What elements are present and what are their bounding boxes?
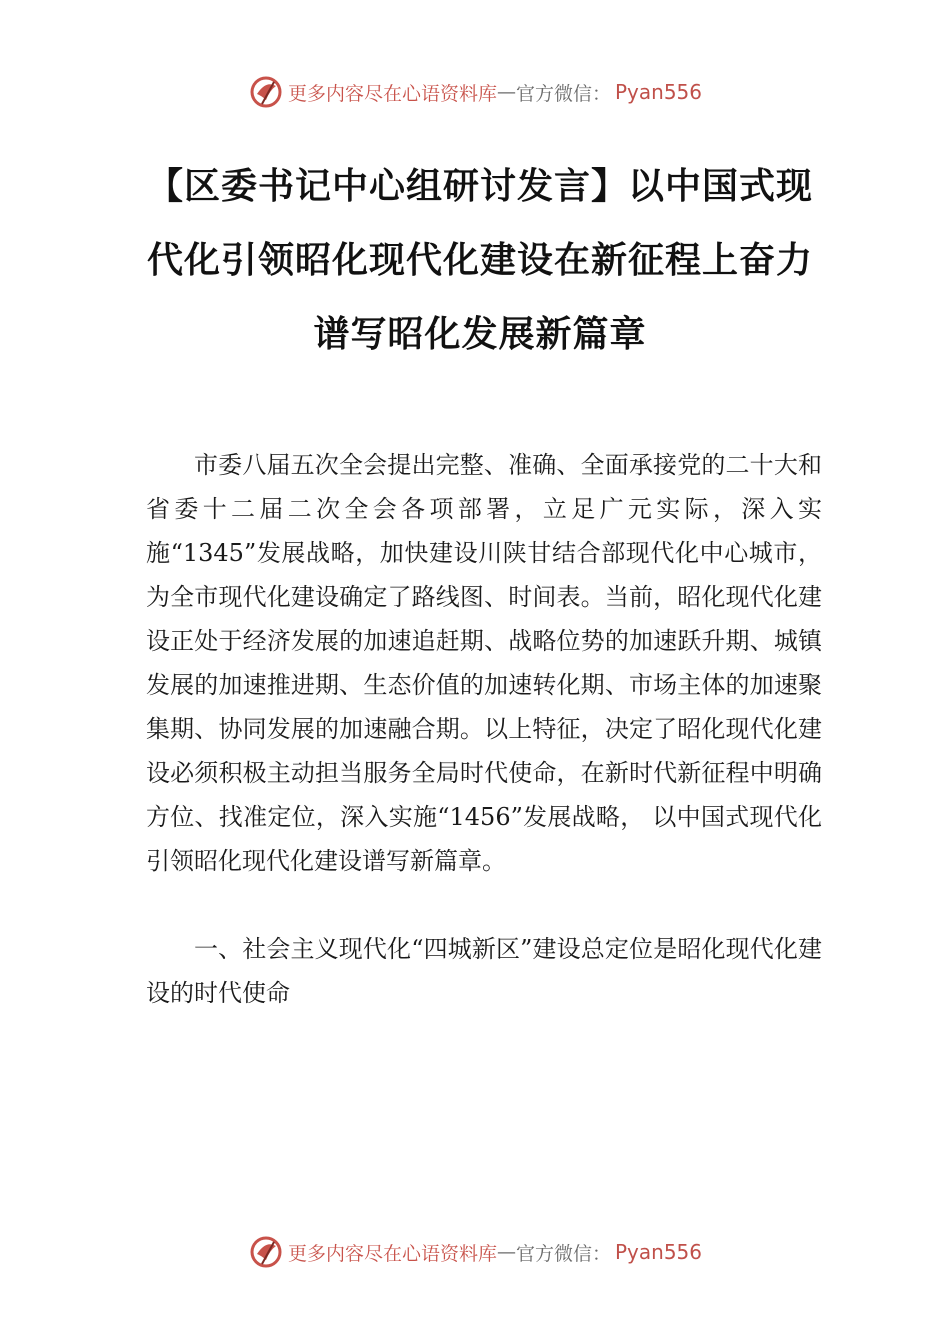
section-heading-1: 一、社会主义现代化“四城新区”建设总定位是昭化现代化建设的时代使命 — [146, 935, 822, 1007]
watermark-id: Pyan556 — [615, 1240, 703, 1264]
watermark-dash: — — [496, 81, 516, 103]
watermark-id: Pyan556 — [615, 80, 703, 104]
logo-icon — [248, 74, 284, 110]
watermark-sub: 官方微信： — [515, 1242, 611, 1265]
footer-watermark — [0, 1232, 950, 1272]
paragraph-1: 市委八届五次全会提出完整、准确、全面承接党的二十大和省委十二届二次全会各项部署，立足广元实际，深入实施“1345”发展战略，加快建设川陕甘结合部现代化中心城市，为全市现代化建设确定了路线图、时间表。当前，昭化现代化建设正处于经济发展的加速追赶期、战略位势的加速跃升期、城镇发展的加速推进期、生态价值的加速转化期、市场主体的加速聚集期、协同发展的加速融合期。以上特征，决定了昭化现代化建设必须积极主动担当服务全局时代使命，在新时代新征程中明确方位、找准定位，深入实施“1456”发展战略， 以中国式现代化引领昭化现代化建设谱写新篇章。 — [146, 451, 822, 875]
header-watermark — [0, 72, 950, 112]
watermark-main: 更多内容尽在心语资料库 — [287, 1242, 497, 1265]
logo-icon — [248, 1234, 284, 1270]
document-body — [146, 443, 822, 1015]
watermark-sub: 官方微信： — [515, 82, 611, 105]
document-title: 【区委书记中心组研讨发言】以中国式现代化引领昭化现代化建设在新征程上奋力谱写昭化发展新篇章 — [146, 166, 813, 355]
watermark-main: 更多内容尽在心语资料库 — [287, 82, 497, 105]
watermark-dash: — — [496, 1241, 516, 1263]
